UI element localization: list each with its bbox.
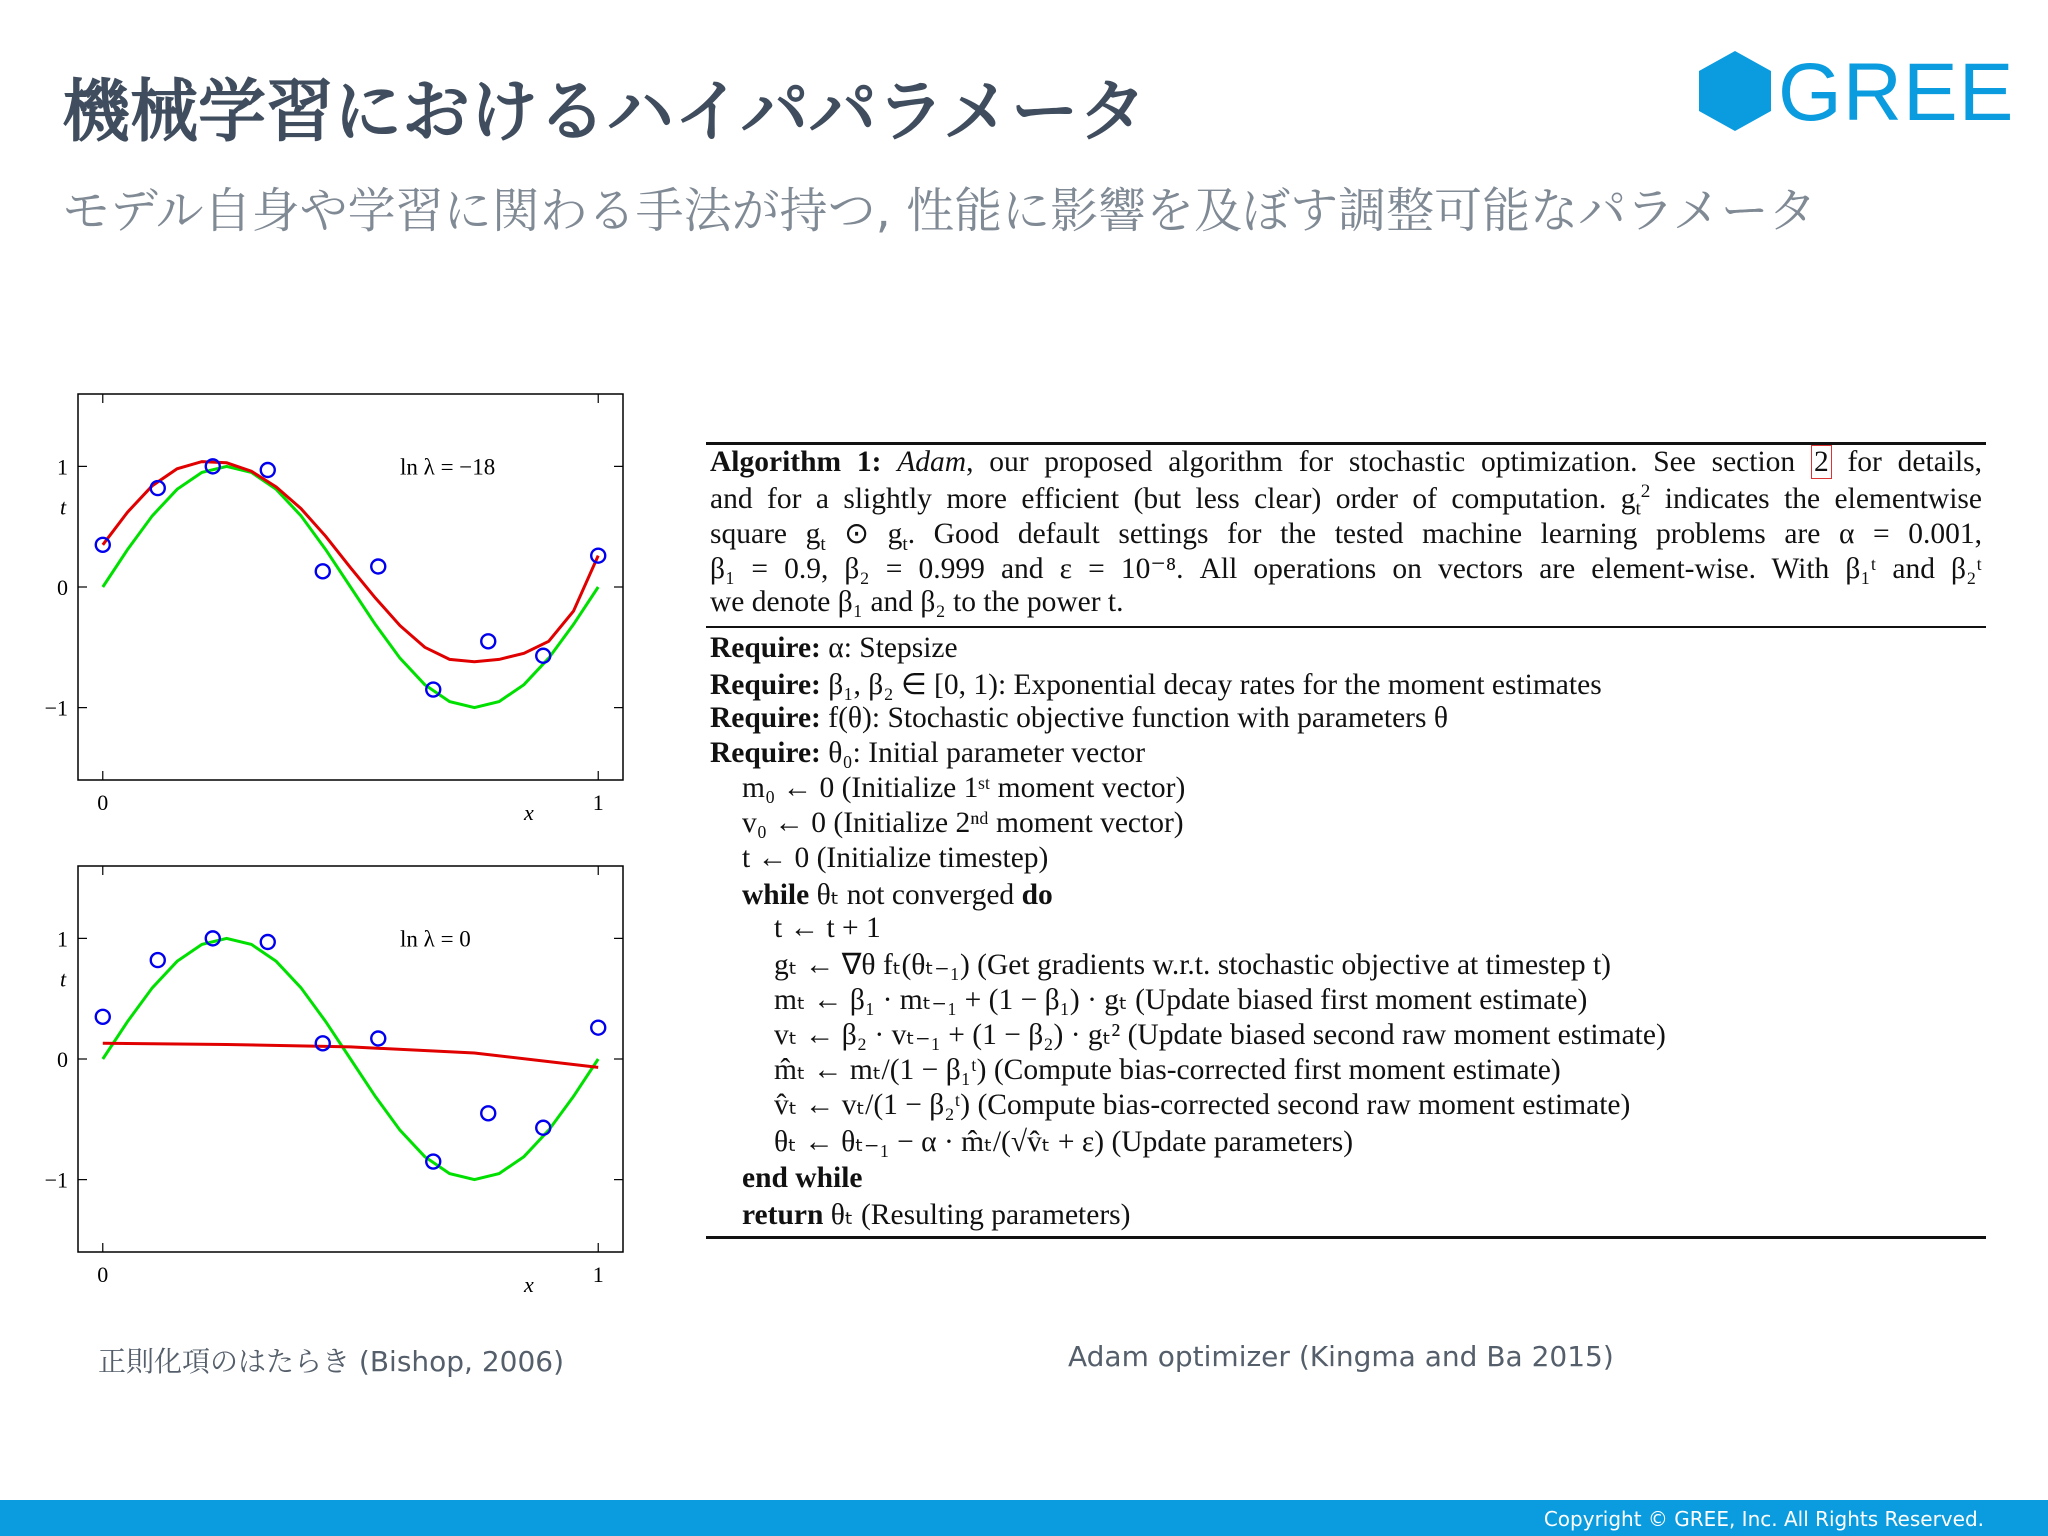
adam-algorithm-box — [706, 440, 1986, 1240]
require-objective: Require: f(θ): Stochastic objective function with parameters θ — [710, 702, 1448, 734]
algo-caption-line-3: square $g_t$ ⊙ $g_t$. Good default settings for the tested machine learning problems are α = 0.001, — [710, 518, 1983, 555]
algo-caption-line-4: β₁ = 0.9, β₂ = 0.999 and ε = 10⁻⁸. All operations on vectors are element-wise. With β₁ᵗ and β₂ᵗ — [710, 553, 1982, 585]
step-gradient: gₜ ← ∇θ fₜ(θₜ₋₁) (Get gradients w.r.t. stochastic objective at timestep t) — [774, 949, 1611, 981]
x-tick-label: 1 — [592, 1262, 604, 1287]
step-t: t ← t + 1 — [774, 912, 881, 944]
data-point — [371, 1031, 385, 1045]
y-tick-label: −1 — [44, 1167, 68, 1193]
step-m: mₜ ← β₁ · mₜ₋₁ + (1 − β₁) · gₜ (Update biased first moment estimate) — [774, 984, 1588, 1016]
init-m0: m₀ ← 0 (Initialize 1ˢᵗ moment vector) — [742, 772, 1186, 804]
algo-caption-line-2: and for a slightly more efficient (but less clear) order of computation. $g_t^2$ indicates the elementwise — [710, 481, 1982, 520]
gree-logo-text: GREE — [1778, 47, 2015, 138]
init-v0: v₀ ← 0 (Initialize 2ⁿᵈ moment vector) — [742, 807, 1184, 839]
gree-hexagon-icon — [1699, 51, 1771, 131]
true-function-curve — [103, 466, 598, 707]
data-point — [261, 463, 275, 477]
data-point — [481, 634, 495, 648]
step-vhat: v̂ₜ ← vₜ/(1 − β₂ᵗ) (Compute bias-corrected second raw moment estimate) — [774, 1089, 1631, 1121]
data-point — [536, 1121, 550, 1135]
x-tick-label: 1 — [592, 790, 604, 815]
return-line: return θₜ (Resulting parameters) — [742, 1199, 1131, 1231]
x-tick-label: 0 — [97, 1262, 109, 1287]
data-point — [261, 935, 275, 949]
data-point — [591, 1021, 605, 1035]
y-axis-label: t — [60, 494, 67, 520]
x-tick-label: 0 — [97, 790, 109, 815]
gree-logo — [1692, 47, 2015, 138]
slide-subtitle: モデル自身や学習に関わる手法が持つ, 性能に影響を及ぼす調整可能なパラメータ — [62, 183, 1817, 239]
data-point — [151, 953, 165, 967]
regularization-plot-top — [44, 388, 640, 825]
algo-caption-line-5: we denote β₁ and β₂ to the power t. — [710, 586, 1124, 618]
x-axis-label: x — [523, 1272, 534, 1297]
require-stepsize: Require: α: Stepsize — [710, 632, 958, 664]
y-tick-label: 0 — [57, 575, 68, 600]
y-tick-label: 0 — [57, 1047, 68, 1072]
section-ref[interactable]: 2 — [1811, 445, 1832, 479]
end-while: end while — [742, 1162, 863, 1194]
y-axis-label: t — [60, 966, 67, 992]
caption-adam: Adam optimizer (Kingma and Ba 2015) — [1068, 1340, 1614, 1373]
data-point — [316, 564, 330, 578]
data-point — [96, 538, 110, 552]
data-point — [481, 1106, 495, 1120]
x-axis-label: x — [523, 800, 534, 825]
step-v: vₜ ← β₂ · vₜ₋₁ + (1 − β₂) · gₜ² (Update biased second raw moment estimate) — [774, 1019, 1666, 1051]
slide-title: 機械学習におけるハイパパラメータ — [62, 73, 1147, 152]
copyright-text: Copyright © GREE, Inc. All Rights Reserved. — [1543, 1507, 1984, 1531]
init-t: t ← 0 (Initialize timestep) — [742, 842, 1049, 874]
mid-rule — [706, 626, 1986, 628]
top-rule — [706, 442, 1986, 445]
require-init-param: Require: θ₀: Initial parameter vector — [710, 737, 1146, 769]
while-head: while θₜ not converged do — [742, 879, 1053, 911]
fitted-curve — [103, 1043, 598, 1067]
y-tick-label: 1 — [57, 926, 68, 952]
caption-bishop: 正則化項のはたらき (Bishop, 2006) — [98, 1345, 565, 1378]
lambda-annotation: ln λ = 0 — [400, 926, 471, 952]
data-point — [536, 649, 550, 663]
fitted-curve — [103, 462, 598, 662]
require-decay: Require: β₁, β₂ ∈ [0, 1): Exponential decay rates for the moment estimates — [710, 669, 1602, 701]
data-point — [316, 1036, 330, 1050]
algo-caption-line-1: Algorithm 1: Adam, our proposed algorithm for stochastic optimization. See section 2 for details, — [710, 446, 1983, 478]
y-tick-label: −1 — [44, 695, 68, 721]
step-theta: θₜ ← θₜ₋₁ − α · m̂ₜ/(√v̂ₜ + ε) (Update parameters) — [774, 1126, 1354, 1158]
lambda-annotation: ln λ = −18 — [400, 454, 496, 480]
regularization-plot-bottom — [44, 860, 640, 1297]
bottom-rule — [706, 1236, 1986, 1239]
data-point — [96, 1010, 110, 1024]
y-tick-label: 1 — [57, 454, 68, 480]
footer-bar — [0, 1500, 2048, 1536]
data-point — [371, 559, 385, 573]
step-mhat: m̂ₜ ← mₜ/(1 − β₁ᵗ) (Compute bias-corrected first moment estimate) — [774, 1054, 1561, 1086]
